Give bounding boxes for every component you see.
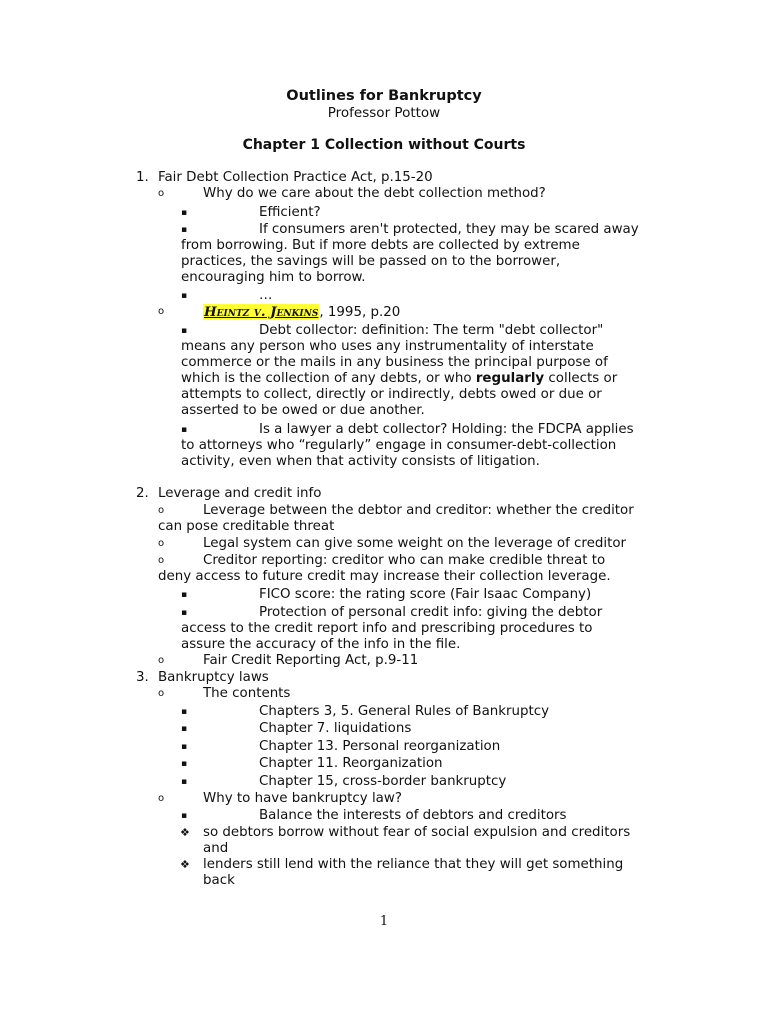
case-citation: , 1995, p.20 [319,305,401,320]
list-item-text: Efficient? [259,205,321,220]
emphasis-text: regularly [475,371,545,386]
list-item-text: practices, the savings will be passed on to the borrower, [181,254,561,269]
square-bullet-icon: ▪ [181,759,188,769]
circle-bullet-icon: o [158,188,165,199]
list-item-text: Creditor reporting: creditor who can make credible threat to [203,553,606,568]
square-bullet-icon: ▪ [181,742,188,752]
circle-bullet-icon: o [158,505,165,516]
list-item-text: Why to have bankruptcy law? [203,791,402,806]
document-title: Outlines for Bankruptcy [286,88,482,104]
square-bullet-icon: ▪ [181,590,188,600]
list-item-text: which is the collection of any debts, or who regularly collects or [181,371,618,386]
list-item-text: Legal system can give some weight on the leverage of creditor [203,536,627,551]
list-item-text: … [259,288,273,303]
square-bullet-icon: ▪ [181,811,188,821]
circle-bullet-icon: o [158,688,165,699]
section-title: Fair Debt Collection Practice Act, p.15-20 [158,170,433,185]
list-item-text: commerce or the mails in any business the principal purpose of [181,355,608,370]
list-item-text: to attorneys who “regularly” engage in consumer-debt-collection [181,438,617,453]
list-item-text: asserted to be owed or due another. [181,403,425,418]
list-item-text: Leverage between the debtor and creditor: whether the creditor [203,503,634,518]
list-item-text: Chapter 11. Reorganization [259,756,443,771]
document-subtitle: Professor Pottow [327,105,441,121]
section-3-heading [136,670,269,686]
list-item-text: Is a lawyer a debt collector? Holding: the FDCPA applies [259,422,634,437]
list-item-text: Chapters 3, 5. General Rules of Bankruptcy [259,704,550,719]
list-item-text: access to the credit report info and prescribing procedures to [181,621,593,636]
list-item-text: Protection of personal credit info: giving the debtor [259,605,603,620]
list-item-text: deny access to future credit may increase their collection leverage. [158,569,611,584]
list-item-text: means any person who uses any instrumentality of interstate [181,339,594,354]
square-bullet-icon: ▪ [181,425,188,435]
list-item-text: FICO score: the rating score (Fair Isaac Company) [259,587,592,602]
list-item-text: Chapter 15, cross-border bankruptcy [259,774,507,789]
case-name-highlight: Heintz v. Jenkins [204,304,319,320]
circle-bullet-icon: o [158,555,165,566]
square-bullet-icon: ▪ [181,208,188,218]
list-item-text: lenders still lend with the reliance that they will get something [203,857,624,872]
section-1-heading [136,170,433,186]
section-title: Bankruptcy laws [158,670,269,685]
circle-bullet-icon: o [158,655,165,666]
list-item-text: attempts to collect, directly or indirectly, debts owed or due or [181,387,602,402]
square-bullet-icon: ▪ [181,777,188,787]
section-title: Leverage and credit info [158,486,322,501]
list-item-text: Fair Credit Reporting Act, p.9-11 [203,653,419,668]
list-item-text: If consumers aren't protected, they may be scared away [259,222,639,237]
list-item-text: Debt collector: definition: The term "debt collector" [259,323,604,338]
section-2-heading [136,486,322,502]
square-bullet-icon: ▪ [181,707,188,717]
list-item-text: Chapter 13. Personal reorganization [259,739,501,754]
section-number: 2. [136,486,149,501]
list-item-text: Chapter 7. liquidations [259,721,412,736]
list-item-text: back [203,873,235,888]
list-item-text: Why do we care about the debt collection method? [203,186,546,201]
diamond-bullet-icon: ❖ [180,858,190,871]
square-bullet-icon: ▪ [181,724,188,734]
list-item-text: assure the accuracy of the info in the file. [181,637,461,652]
list-item-text: Balance the interests of debtors and creditors [259,808,567,823]
list-item-text: activity, even when that activity consists of litigation. [181,454,540,469]
square-bullet-icon: ▪ [181,291,188,301]
list-item-text: so debtors borrow without fear of social expulsion and creditors [203,825,631,840]
circle-bullet-icon: o [158,538,165,549]
list-item-text: can pose creditable threat [158,519,335,534]
list-item-text: and [203,841,229,856]
list-item-text: encouraging him to borrow. [181,270,366,285]
square-bullet-icon: ▪ [181,225,188,235]
page-number: 1 [379,914,389,929]
section-number: 3. [136,670,149,685]
circle-bullet-icon: o [158,793,165,804]
section-number: 1. [136,170,149,185]
circle-bullet-icon: o [158,306,165,317]
list-item-text: The contents [203,686,291,701]
diamond-bullet-icon: ❖ [180,826,190,839]
chapter-heading: Chapter 1 Collection without Courts [242,137,526,153]
square-bullet-icon: ▪ [181,608,188,618]
list-item-text: from borrowing. But if more debts are collected by extreme [181,238,580,253]
square-bullet-icon: ▪ [181,326,188,336]
